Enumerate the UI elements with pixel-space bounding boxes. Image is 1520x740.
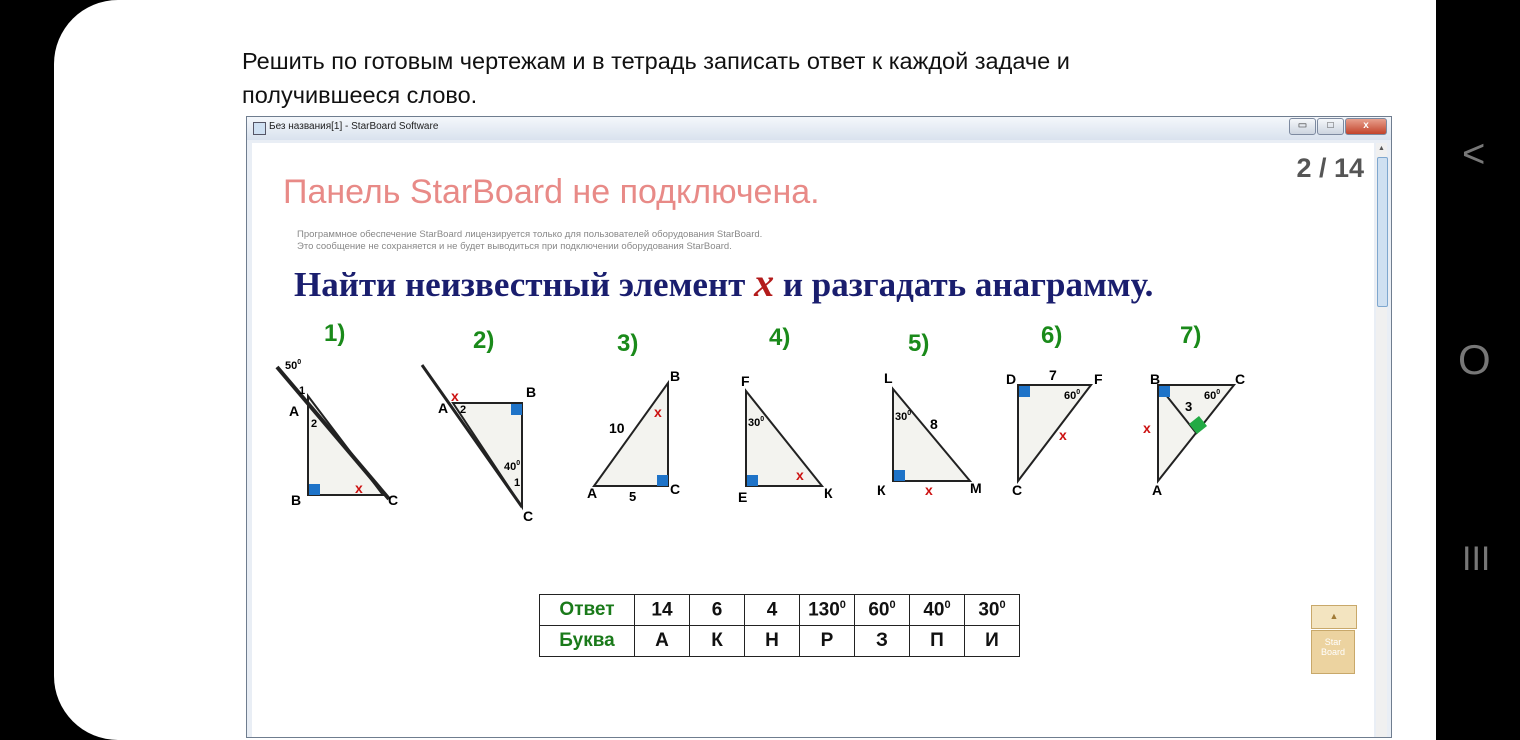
p3-unknown-x: х (654, 404, 662, 420)
p3-vertex-c: С (670, 481, 681, 497)
recents-nav-button[interactable]: III (1462, 540, 1491, 578)
answer-cell: $30^0$ (965, 595, 1020, 626)
p2-vertex-a: А (438, 400, 449, 416)
p1-angle-label: $50^0$ (285, 359, 302, 372)
p6-right-angle (1019, 386, 1030, 397)
p4-vertex-f: F (741, 373, 750, 389)
letter-cell: И (965, 626, 1020, 657)
task-text: Решить по готовым чертежам и в тетрадь записать ответ к каждой задаче и получившееся слово. (242, 48, 1070, 108)
problem-2-number: 2) (473, 327, 495, 354)
p6-vertex-d: D (1006, 371, 1017, 387)
p3-right-angle (657, 475, 668, 486)
triangle-figures (252, 143, 1374, 583)
widget-starboard-button[interactable]: Star Board (1311, 630, 1355, 674)
p5-side-8: 8 (930, 416, 938, 432)
content-card (54, 0, 1436, 740)
p7-side-3: 3 (1185, 399, 1193, 414)
home-nav-button[interactable]: O (1458, 336, 1491, 383)
page-counter: 2 / 14 (1296, 153, 1364, 183)
letter-cell: А (635, 626, 690, 657)
p5-unknown-x: х (925, 482, 933, 498)
p2-angle2: 2 (460, 404, 467, 416)
starboard-window (246, 116, 1392, 738)
window-titlebar[interactable] (247, 117, 1391, 140)
letter-row (540, 626, 1020, 657)
back-nav-button[interactable]: < (1462, 132, 1486, 176)
p2-vertex-b: В (526, 384, 537, 400)
problem-5 (877, 330, 982, 498)
window-controls (1288, 118, 1387, 135)
minimize-button[interactable]: ▭ (1289, 118, 1316, 135)
answer-cell: $60^0$ (855, 595, 910, 626)
p6-triangle (1018, 385, 1091, 481)
notice-line-2: Это сообщение не сохраняется и не будет выводиться при подключении оборудования StarBoard. (297, 241, 732, 252)
p7-vertex-c: С (1235, 371, 1246, 387)
app-icon (253, 122, 266, 135)
letter-cell: Н (745, 626, 800, 657)
p4-angle-label: $30^0$ (748, 416, 765, 429)
answer-cell: 4 (745, 595, 800, 626)
p2-vertex-c: С (523, 508, 534, 524)
p7-vertex-b: В (1150, 371, 1161, 387)
p1-angle2: 2 (311, 418, 318, 430)
problem-3-number: 3) (617, 330, 639, 357)
p1-unknown-x: х (355, 480, 363, 496)
p6-angle-label: $60^0$ (1064, 389, 1081, 402)
answer-cell: 6 (690, 595, 745, 626)
answer-row-label: Ответ (540, 595, 635, 626)
letter-cell: Р (800, 626, 855, 657)
p5-right-angle (894, 470, 905, 481)
p1-angle1: 1 (299, 385, 306, 397)
answer-cell: 14 (635, 595, 690, 626)
p2-angle1: 1 (514, 477, 521, 489)
p6-vertex-f: F (1094, 371, 1103, 387)
notice-line-1: Программное обеспечение StarBoard лицензируется только для пользователей оборудования StarBoard. (297, 229, 763, 240)
scroll-thumb[interactable] (1377, 157, 1388, 307)
p6-side-7: 7 (1049, 367, 1057, 383)
p3-vertex-b: В (670, 368, 681, 384)
p4-unknown-x: х (796, 467, 804, 483)
warning-title: Панель StarBoard не подключена. (283, 173, 820, 211)
p3-side-5: 5 (629, 489, 637, 504)
p5-triangle (893, 389, 970, 481)
p5-vertex-k: К (877, 482, 886, 498)
problem-4-number: 4) (769, 324, 791, 351)
p3-triangle (594, 383, 668, 486)
scroll-up-arrow[interactable]: ▲ (1378, 145, 1385, 152)
close-button[interactable]: x (1345, 118, 1387, 135)
p4-vertex-k: К (824, 485, 833, 501)
p7-vertex-a: А (1152, 482, 1163, 498)
p1-vertex-c: С (388, 492, 399, 508)
p4-vertex-e: Е (738, 489, 748, 505)
problem-1 (277, 320, 398, 508)
vertical-scrollbar[interactable] (1376, 143, 1387, 737)
answer-row (540, 595, 1020, 626)
widget-up-button[interactable]: ▲ (1311, 605, 1357, 629)
problem-4 (738, 324, 833, 505)
p2-unknown-x: х (451, 388, 459, 404)
letter-cell: З (855, 626, 910, 657)
p5-vertex-m: М (970, 480, 982, 496)
letter-row-label: Буква (540, 626, 635, 657)
p2-right-angle (511, 404, 522, 415)
answer-cell: $130^0$ (800, 595, 855, 626)
p5-angle-label: $30^0$ (895, 410, 912, 423)
problem-7-number: 7) (1180, 322, 1202, 349)
letter-cell: К (690, 626, 745, 657)
p7-angle-label: $60^0$ (1204, 389, 1221, 402)
problem-2 (422, 327, 536, 524)
letter-cell: П (910, 626, 965, 657)
problem-7 (1143, 322, 1245, 498)
window-title: Без названия[1] - StarBoard Software (269, 121, 439, 132)
p3-side-10: 10 (609, 420, 625, 436)
p1-vertex-a: А (289, 403, 300, 419)
heading-text-2: и разгадать анаграмму. (774, 265, 1154, 304)
maximize-button[interactable]: □ (1317, 118, 1344, 135)
p7-unknown-x: х (1143, 420, 1151, 436)
problem-3 (587, 330, 680, 504)
p3-vertex-a: А (587, 485, 598, 501)
slide-canvas (252, 143, 1374, 737)
heading-text-1: Найти неизвестный элемент (294, 265, 755, 304)
p6-vertex-c: С (1012, 482, 1023, 498)
answer-table (539, 594, 1020, 657)
problem-6 (1006, 322, 1103, 498)
p6-unknown-x: х (1059, 427, 1067, 443)
heading-unknown-x: х (754, 260, 775, 305)
answer-cell: $40^0$ (910, 595, 965, 626)
problem-6-number: 6) (1041, 322, 1063, 349)
problem-5-number: 5) (908, 330, 930, 357)
starboard-widget (1311, 605, 1355, 675)
p4-triangle (746, 391, 822, 486)
p2-angle-label: $40^0$ (504, 460, 521, 473)
p7-right-angle-b (1159, 386, 1170, 397)
problem-1-number: 1) (324, 320, 346, 347)
p1-right-angle (309, 484, 320, 495)
p5-vertex-l: L (884, 370, 893, 386)
p4-right-angle (747, 475, 758, 486)
p1-vertex-b: В (291, 492, 302, 508)
